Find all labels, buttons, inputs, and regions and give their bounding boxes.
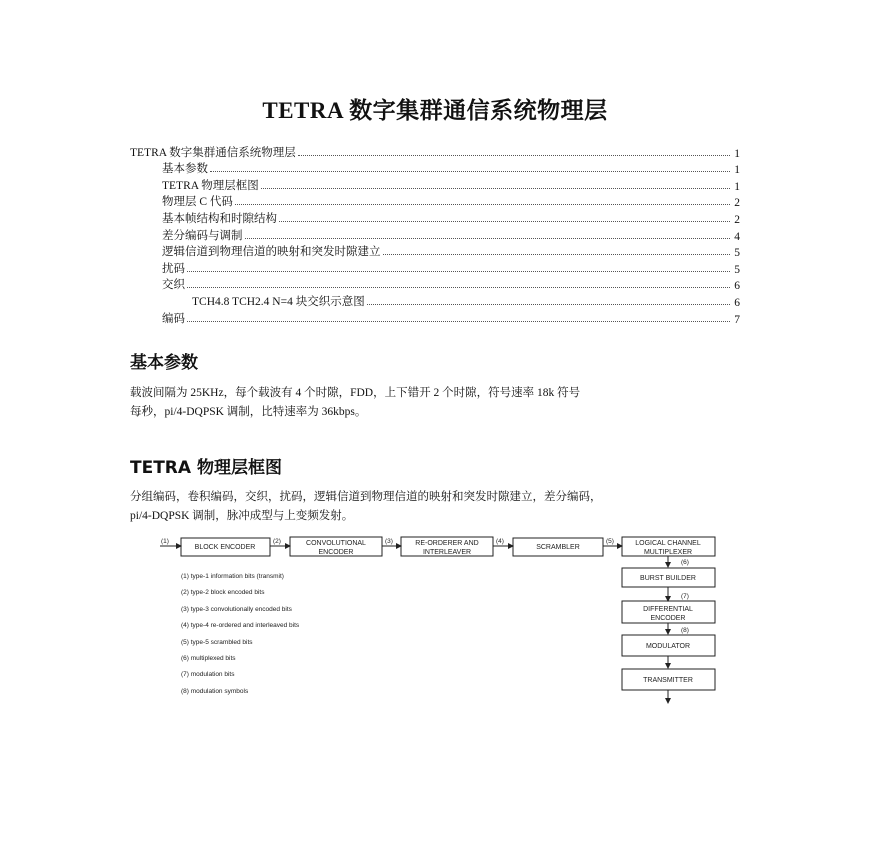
marker-8: (8): [681, 627, 689, 634]
legend-item-4: (4) type-4 re-ordered and interleaved bits: [181, 622, 300, 629]
paragraph-line: 分组编码，卷积编码，交织，扰码，逻辑信道到物理信道的映射和突发时隙建立，差分编码，: [130, 491, 602, 503]
marker-7: (7): [681, 593, 689, 600]
toc-entry-label: 逻辑信道到物理信道的映射和突发时隙建立: [162, 246, 381, 259]
toc-entry-page: 1: [734, 164, 740, 177]
paragraph-line: 载波间隔为 25KHz，每个载波有 4 个时隙，FDD，上下错开 2 个时隙，符号速率 18k 符号: [130, 387, 581, 399]
toc-entry-page: 5: [734, 247, 740, 260]
toc-entry-page: 6: [734, 296, 740, 309]
paragraph-line: pi/4-DQPSK 调制，脉冲成型与上变频发射。: [130, 510, 354, 522]
legend-item-6: (6) multiplexed bits: [181, 655, 236, 662]
paragraph-line: 每秒，pi/4-DQPSK 调制，比特速率为 36kbps。: [130, 406, 367, 418]
block-encoder-label: BLOCK ENCODER: [194, 544, 256, 551]
toc-entry-label: 扰码: [162, 262, 185, 275]
legend-item-5: (5) type-5 scrambled bits: [181, 639, 253, 646]
toc-entry-page: 6: [734, 280, 740, 293]
legend-item-2: (2) type-2 block encoded bits: [181, 589, 265, 596]
reorderer-label-1: RE-ORDERER AND: [415, 540, 479, 547]
toc-entry-label: 交织: [162, 279, 185, 292]
marker-6: (6): [681, 559, 689, 566]
conv-encoder-label-1: CONVOLUTIONAL: [306, 540, 366, 547]
toc-entry-page: 1: [734, 180, 740, 193]
marker-3: (3): [385, 538, 393, 545]
legend-item-1: (1) type-1 information bits (transmit): [181, 573, 284, 580]
toc-entry-label: 差分编码与调制: [162, 229, 243, 242]
legend-item-8: (8) modulation symbols: [181, 688, 249, 695]
conv-encoder-label-2: ENCODER: [318, 549, 354, 556]
toc-entry-label: 基本帧结构和时隙结构: [162, 212, 277, 225]
transmitter-label: TRANSMITTER: [643, 677, 693, 684]
toc-entry-label: TCH4.8 TCH2.4 N=4 块交织示意图: [192, 295, 365, 308]
legend-item-3: (3) type-3 convolutionally encoded bits: [181, 606, 292, 613]
marker-5: (5): [606, 538, 614, 545]
toc-entry-page: 2: [734, 213, 740, 226]
toc-entry-label: 编码: [162, 312, 185, 325]
reorderer-label-2: INTERLEAVER: [422, 549, 472, 556]
section-heading-block-diagram: TETRA 物理层框图: [130, 458, 282, 478]
marker-4: (4): [496, 538, 504, 545]
scrambler-label: SCRAMBLER: [536, 544, 580, 551]
toc-entry-page: 7: [734, 313, 740, 326]
legend-item-7: (7) modulation bits: [181, 671, 235, 678]
modulator-label: MODULATOR: [645, 643, 691, 650]
differential-encoder-label-1: DIFFERENTIAL: [643, 606, 693, 613]
toc-entry-label: TETRA 物理层框图: [162, 179, 259, 192]
document-title: TETRA 数字集群通信系统物理层: [262, 98, 608, 123]
multiplexer-label-1: LOGICAL CHANNEL: [635, 540, 701, 547]
burst-builder-label: BURST BUILDER: [640, 575, 696, 582]
section-heading-basic-params: 基本参数: [130, 353, 198, 373]
toc-entry-page: 4: [734, 230, 740, 243]
multiplexer-label-2: MULTIPLEXER: [643, 549, 693, 556]
differential-encoder-label-2: ENCODER: [650, 615, 686, 622]
marker-1: (1): [161, 538, 169, 545]
toc-entry-page: 2: [734, 197, 740, 210]
toc-entry-label: 物理层 C 代码: [162, 196, 233, 209]
toc-entry-page: 5: [734, 263, 740, 276]
toc-entry-page: 1: [734, 147, 740, 160]
marker-2: (2): [273, 538, 281, 545]
toc-entry-label: 基本参数: [162, 163, 208, 176]
toc-entry-label: TETRA 数字集群通信系统物理层: [130, 146, 296, 159]
